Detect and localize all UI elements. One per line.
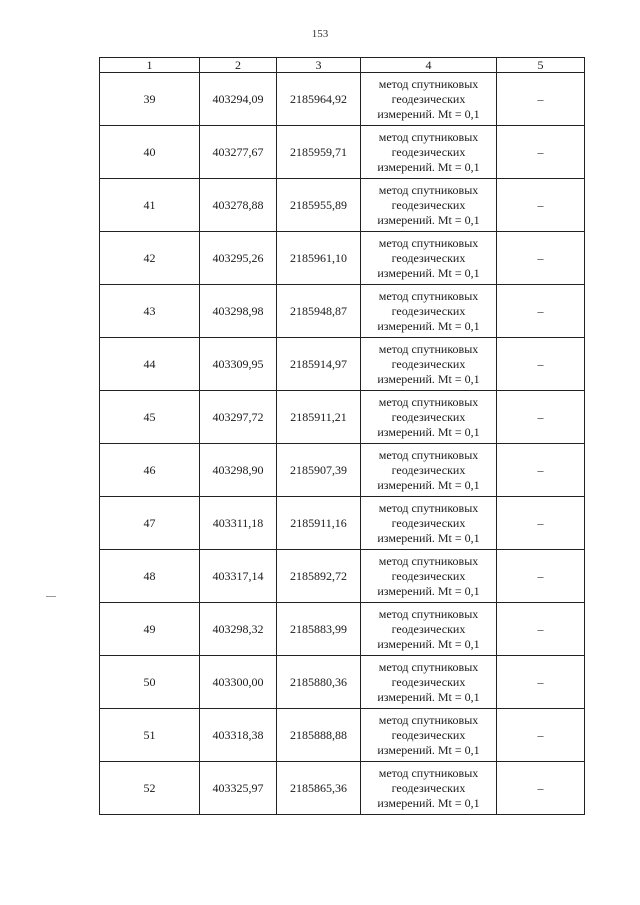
method-line: геодезических — [391, 674, 466, 689]
x-coordinate-cell: 403309,95 — [200, 338, 277, 391]
x-coordinate-cell: 403298,98 — [200, 285, 277, 338]
table-row — [100, 497, 585, 550]
y-coordinate-cell: 2185959,71 — [277, 126, 361, 179]
method-line: измерений. Mt = 0,1 — [377, 583, 480, 598]
column-header-note: 5 — [497, 58, 585, 73]
method-line: измерений. Mt = 0,1 — [377, 530, 480, 545]
column-header-number: 1 — [100, 58, 200, 73]
table-row — [100, 603, 585, 656]
method-line: измерений. Mt = 0,1 — [377, 159, 480, 174]
method-line: измерений. Mt = 0,1 — [377, 742, 480, 757]
method-line: метод спутниковых — [378, 712, 479, 727]
y-coordinate-cell: 2185888,88 — [277, 709, 361, 762]
method-cell — [361, 391, 497, 444]
note-cell: – — [497, 762, 585, 815]
y-coordinate-cell: 2185892,72 — [277, 550, 361, 603]
table-row — [100, 391, 585, 444]
x-coordinate-cell: 403318,38 — [200, 709, 277, 762]
x-coordinate-cell: 403278,88 — [200, 179, 277, 232]
method-line: измерений. Mt = 0,1 — [377, 371, 480, 386]
margin-mark — [46, 596, 56, 597]
table-row — [100, 656, 585, 709]
table-row — [100, 126, 585, 179]
method-line: метод спутниковых — [378, 76, 479, 91]
note-cell: – — [497, 126, 585, 179]
note-cell: – — [497, 338, 585, 391]
point-number-cell: 43 — [100, 285, 200, 338]
x-coordinate-cell: 403311,18 — [200, 497, 277, 550]
x-coordinate-cell: 403298,32 — [200, 603, 277, 656]
method-cell — [361, 179, 497, 232]
column-header-x: 2 — [200, 58, 277, 73]
method-cell — [361, 126, 497, 179]
y-coordinate-cell: 2185911,21 — [277, 391, 361, 444]
method-line: измерений. Mt = 0,1 — [377, 212, 480, 227]
point-number-cell: 50 — [100, 656, 200, 709]
method-cell — [361, 550, 497, 603]
method-line: измерений. Mt = 0,1 — [377, 636, 480, 651]
method-line: геодезических — [391, 568, 466, 583]
method-cell — [361, 709, 497, 762]
note-cell: – — [497, 391, 585, 444]
method-cell — [361, 232, 497, 285]
y-coordinate-cell: 2185948,87 — [277, 285, 361, 338]
method-cell — [361, 338, 497, 391]
method-line: измерений. Mt = 0,1 — [377, 318, 480, 333]
y-coordinate-cell: 2185914,97 — [277, 338, 361, 391]
x-coordinate-cell: 403295,26 — [200, 232, 277, 285]
method-line: метод спутниковых — [378, 341, 479, 356]
column-header-method: 4 — [361, 58, 497, 73]
point-number-cell: 51 — [100, 709, 200, 762]
method-line: метод спутниковых — [378, 182, 479, 197]
method-line: геодезических — [391, 250, 466, 265]
point-number-cell: 52 — [100, 762, 200, 815]
method-line: геодезических — [391, 409, 466, 424]
method-line: геодезических — [391, 356, 466, 371]
note-cell: – — [497, 73, 585, 126]
column-header-y: 3 — [277, 58, 361, 73]
method-cell — [361, 762, 497, 815]
method-line: измерений. Mt = 0,1 — [377, 265, 480, 280]
note-cell: – — [497, 232, 585, 285]
note-cell: – — [497, 444, 585, 497]
method-line: измерений. Mt = 0,1 — [377, 689, 480, 704]
point-number-cell: 42 — [100, 232, 200, 285]
method-line: измерений. Mt = 0,1 — [377, 424, 480, 439]
page-number: 153 — [311, 28, 329, 40]
table-row — [100, 709, 585, 762]
y-coordinate-cell: 2185880,36 — [277, 656, 361, 709]
method-line: геодезических — [391, 303, 466, 318]
note-cell: – — [497, 550, 585, 603]
note-cell: – — [497, 709, 585, 762]
point-number-cell: 46 — [100, 444, 200, 497]
method-cell — [361, 497, 497, 550]
method-line: геодезических — [391, 144, 466, 159]
table-row — [100, 285, 585, 338]
method-line: геодезических — [391, 462, 466, 477]
method-line: геодезических — [391, 780, 466, 795]
table-row — [100, 232, 585, 285]
method-line: метод спутниковых — [378, 447, 479, 462]
method-line: геодезических — [391, 197, 466, 212]
point-number-cell: 49 — [100, 603, 200, 656]
method-cell — [361, 73, 497, 126]
table-row — [100, 762, 585, 815]
note-cell: – — [497, 285, 585, 338]
table-header-row — [100, 58, 585, 73]
note-cell: – — [497, 656, 585, 709]
method-line: геодезических — [391, 727, 466, 742]
method-line: метод спутниковых — [378, 606, 479, 621]
method-line: измерений. Mt = 0,1 — [377, 477, 480, 492]
note-cell: – — [497, 603, 585, 656]
method-cell — [361, 285, 497, 338]
x-coordinate-cell: 403277,67 — [200, 126, 277, 179]
table-row — [100, 179, 585, 232]
point-number-cell: 41 — [100, 179, 200, 232]
method-line: измерений. Mt = 0,1 — [377, 795, 480, 810]
point-number-cell: 39 — [100, 73, 200, 126]
point-number-cell: 44 — [100, 338, 200, 391]
method-line: геодезических — [391, 91, 466, 106]
y-coordinate-cell: 2185961,10 — [277, 232, 361, 285]
method-line: геодезических — [391, 515, 466, 530]
x-coordinate-cell: 403294,09 — [200, 73, 277, 126]
coordinates-table — [99, 57, 585, 815]
x-coordinate-cell: 403298,90 — [200, 444, 277, 497]
method-line: метод спутниковых — [378, 394, 479, 409]
y-coordinate-cell: 2185865,36 — [277, 762, 361, 815]
method-line: метод спутниковых — [378, 553, 479, 568]
y-coordinate-cell: 2185964,92 — [277, 73, 361, 126]
method-line: метод спутниковых — [378, 235, 479, 250]
note-cell: – — [497, 497, 585, 550]
method-cell — [361, 444, 497, 497]
point-number-cell: 40 — [100, 126, 200, 179]
method-line: метод спутниковых — [378, 765, 479, 780]
table-row — [100, 550, 585, 603]
method-line: метод спутниковых — [378, 659, 479, 674]
point-number-cell: 47 — [100, 497, 200, 550]
method-line: метод спутниковых — [378, 288, 479, 303]
point-number-cell: 45 — [100, 391, 200, 444]
method-line: метод спутниковых — [378, 129, 479, 144]
x-coordinate-cell: 403325,97 — [200, 762, 277, 815]
y-coordinate-cell: 2185911,16 — [277, 497, 361, 550]
note-cell: – — [497, 179, 585, 232]
y-coordinate-cell: 2185955,89 — [277, 179, 361, 232]
point-number-cell: 48 — [100, 550, 200, 603]
method-line: метод спутниковых — [378, 500, 479, 515]
method-line: измерений. Mt = 0,1 — [377, 106, 480, 121]
table-row — [100, 444, 585, 497]
y-coordinate-cell: 2185883,99 — [277, 603, 361, 656]
table-row — [100, 73, 585, 126]
y-coordinate-cell: 2185907,39 — [277, 444, 361, 497]
method-cell — [361, 656, 497, 709]
method-cell — [361, 603, 497, 656]
method-line: геодезических — [391, 621, 466, 636]
table-row — [100, 338, 585, 391]
x-coordinate-cell: 403297,72 — [200, 391, 277, 444]
x-coordinate-cell: 403300,00 — [200, 656, 277, 709]
x-coordinate-cell: 403317,14 — [200, 550, 277, 603]
